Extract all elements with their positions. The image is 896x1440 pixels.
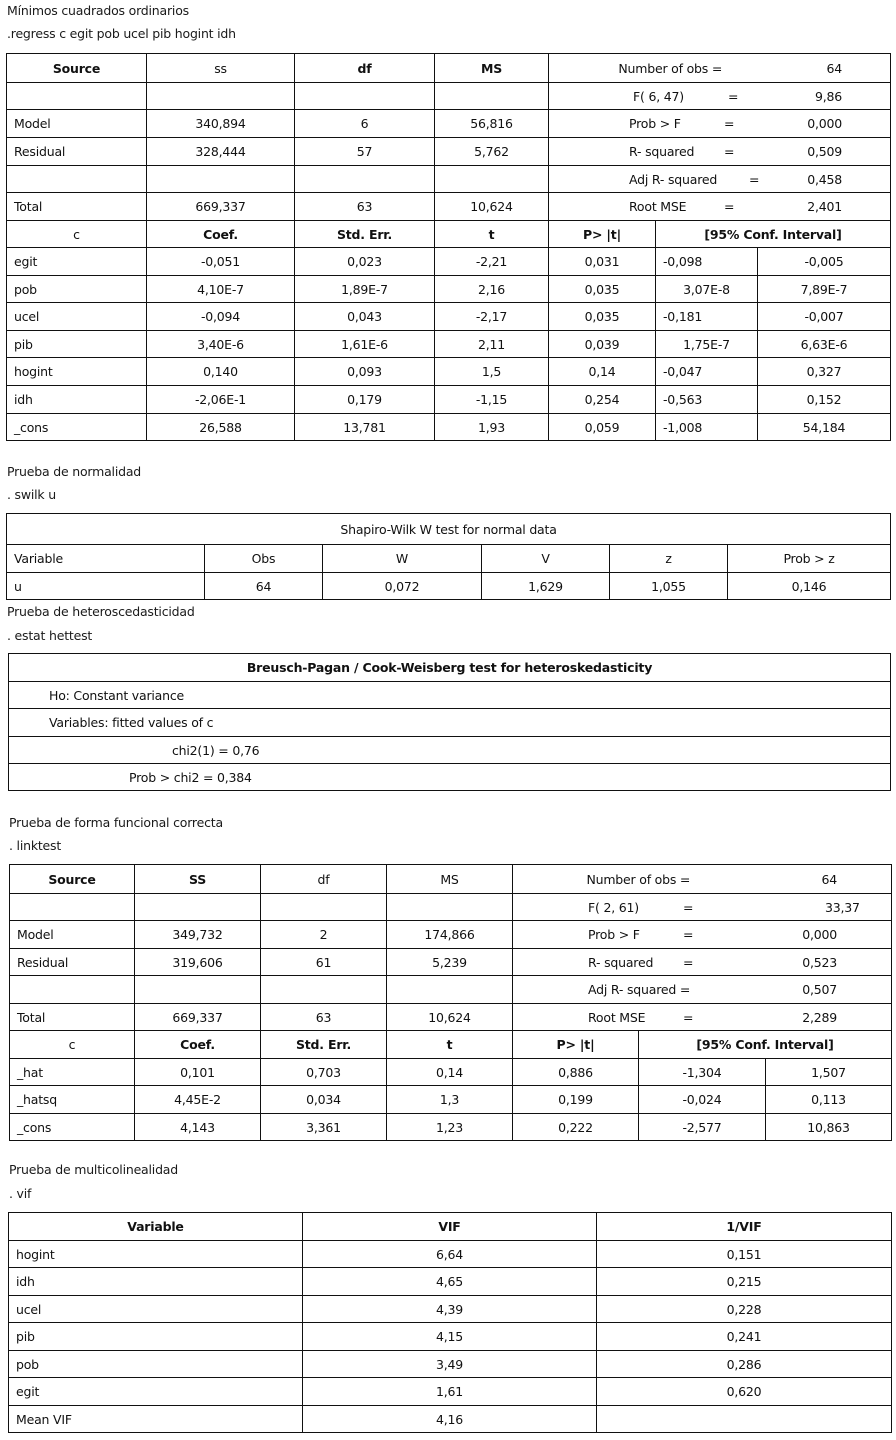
table-cell: -1,008	[656, 414, 758, 441]
ols-section-title: Mínimos cuadrados ordinarios	[7, 3, 189, 18]
table-cell: 4,143	[135, 1114, 261, 1141]
table-cell: 0,035	[549, 303, 656, 331]
table-cell: 0,241	[597, 1323, 892, 1351]
vif-command: . vif	[9, 1186, 32, 1201]
table-cell: ucel	[7, 303, 147, 331]
table-cell	[387, 894, 513, 921]
table-row	[7, 83, 891, 110]
table-cell: 1,5	[435, 358, 549, 386]
table-row	[7, 138, 891, 166]
table-cell: 5,239	[387, 949, 513, 976]
table-cell: 1,89E-7	[295, 276, 435, 303]
stat-root-mse: Root MSE = 2,401	[549, 193, 891, 221]
table-cell: ucel	[9, 1296, 303, 1323]
table-cell: 0,886	[513, 1059, 639, 1086]
table-cell: -1,304	[639, 1059, 766, 1086]
table-cell: -1,15	[435, 386, 549, 414]
table-cell: 61	[261, 949, 387, 976]
table-cell: -2,577	[639, 1114, 766, 1141]
table-cell: 0,254	[549, 386, 656, 414]
table-cell	[435, 166, 549, 193]
table-cell: 0,703	[261, 1059, 387, 1086]
table-cell: 0,059	[549, 414, 656, 441]
table-cell: 0,152	[758, 386, 891, 414]
table-cell: [95% Conf. Interval]	[639, 1031, 892, 1059]
stat-root-mse: Root MSE = 2,289	[513, 1004, 892, 1031]
table-cell: -2,21	[435, 248, 549, 276]
table-row	[7, 193, 891, 221]
table-cell: 0,039	[549, 331, 656, 358]
table-cell: -2,06E-1	[147, 386, 295, 414]
breusch-pagan-title: Breusch-Pagan / Cook-Weisberg test for heteroskedasticity	[9, 654, 891, 682]
table-cell: Total	[10, 1004, 135, 1031]
table-cell: Variable	[9, 1213, 303, 1241]
table-cell: hogint	[9, 1241, 303, 1268]
stat-r-squared: R- squared = 0,509	[549, 138, 891, 166]
table-cell: 56,816	[435, 110, 549, 138]
table-cell: Obs	[205, 545, 323, 573]
table-cell: 10,624	[435, 193, 549, 221]
table-row	[7, 303, 891, 331]
table-cell: -0,098	[656, 248, 758, 276]
table-cell: Mean VIF	[9, 1406, 303, 1433]
stat-adj-r-squared: Adj R- squared = 0,458	[549, 166, 891, 193]
table-cell: W	[323, 545, 482, 573]
table-row	[7, 358, 891, 386]
table-cell	[147, 166, 295, 193]
table-cell: df	[261, 865, 387, 894]
hypothesis-line: Ho: Constant variance	[9, 682, 891, 709]
col-header-ms: MS	[435, 54, 549, 83]
linktest-anova-header-row	[10, 865, 892, 894]
table-cell: Total	[7, 193, 147, 221]
table-cell: 1,23	[387, 1114, 513, 1141]
table-cell: -0,094	[147, 303, 295, 331]
table-cell	[295, 83, 435, 110]
stat-adj-r-squared: Adj R- squared = 0,507	[513, 976, 892, 1004]
table-row	[10, 1004, 892, 1031]
table-row	[10, 976, 892, 1004]
vif-table	[8, 1212, 892, 1433]
normality-section-title: Prueba de normalidad	[7, 464, 142, 479]
table-cell	[7, 83, 147, 110]
stat-r-squared: R- squared = 0,523	[513, 949, 892, 976]
hetero-command: . estat hettest	[7, 628, 93, 643]
table-cell: c	[10, 1031, 135, 1059]
table-cell: 669,337	[147, 193, 295, 221]
table-row	[10, 949, 892, 976]
table-cell: 63	[261, 1004, 387, 1031]
table-cell: 319,606	[135, 949, 261, 976]
table-cell: _cons	[7, 414, 147, 441]
table-cell: 328,444	[147, 138, 295, 166]
table-row	[7, 331, 891, 358]
stat-prob-f: Prob > F = 0,000	[513, 921, 892, 949]
table-cell: 4,65	[303, 1268, 597, 1296]
table-cell: 0,034	[261, 1086, 387, 1114]
table-cell: 0,179	[295, 386, 435, 414]
table-cell: z	[610, 545, 728, 573]
table-cell: 0,140	[147, 358, 295, 386]
table-cell: Prob > z	[728, 545, 891, 573]
table-cell: Coef.	[135, 1031, 261, 1059]
table-row	[10, 894, 892, 921]
table-cell: 1,75E-7	[656, 331, 758, 358]
table-row	[10, 1114, 892, 1141]
table-cell: V	[482, 545, 610, 573]
table-cell: Std. Err.	[261, 1031, 387, 1059]
table-cell: 0,228	[597, 1296, 892, 1323]
linktest-table	[9, 864, 892, 1141]
table-row	[10, 921, 892, 949]
table-cell: 0,215	[597, 1268, 892, 1296]
table-cell: 1,3	[387, 1086, 513, 1114]
table-cell: 0,031	[549, 248, 656, 276]
variables-line: Variables: fitted values of c	[9, 709, 891, 737]
shapiro-header-row	[7, 545, 891, 573]
table-cell: 1,629	[482, 573, 610, 600]
ols-coef-header-row	[7, 221, 891, 248]
table-cell: u	[7, 573, 205, 600]
table-cell: 4,10E-7	[147, 276, 295, 303]
normality-command: . swilk u	[7, 487, 56, 502]
ols-command: .regress c egit pob ucel pib hogint idh	[7, 26, 236, 41]
table-cell: Model	[10, 921, 135, 949]
table-cell: -0,047	[656, 358, 758, 386]
table-cell: 0,101	[135, 1059, 261, 1086]
table-cell: 1,93	[435, 414, 549, 441]
table-cell: 2,16	[435, 276, 549, 303]
table-cell: 0,286	[597, 1351, 892, 1378]
table-cell: 57	[295, 138, 435, 166]
table-cell: 0,043	[295, 303, 435, 331]
table-row	[7, 276, 891, 303]
table-cell: -0,005	[758, 248, 891, 276]
col-header-df: df	[295, 54, 435, 83]
table-cell: 3,40E-6	[147, 331, 295, 358]
table-cell	[10, 976, 135, 1004]
table-cell: 3,07E-8	[656, 276, 758, 303]
table-cell: 13,781	[295, 414, 435, 441]
table-cell: 6,64	[303, 1241, 597, 1268]
table-cell: t	[435, 221, 549, 248]
table-row	[9, 1268, 892, 1296]
vif-section-title: Prueba de multicolinealidad	[9, 1162, 178, 1177]
stat-f: F( 2, 61) = 33,37	[513, 894, 892, 921]
table-cell	[435, 83, 549, 110]
table-row	[9, 1406, 892, 1433]
table-cell	[135, 894, 261, 921]
table-cell: 1/VIF	[597, 1213, 892, 1241]
table-row	[7, 110, 891, 138]
col-header-source: Source	[7, 54, 147, 83]
table-cell: egit	[9, 1378, 303, 1406]
breusch-pagan-table	[8, 653, 891, 791]
table-row	[7, 386, 891, 414]
table-cell: P> |t|	[549, 221, 656, 248]
stat-prob-f: Prob > F = 0,000	[549, 110, 891, 138]
table-cell: _hat	[10, 1059, 135, 1086]
ols-anova-header-row	[7, 54, 891, 83]
table-cell: 4,39	[303, 1296, 597, 1323]
table-cell: pob	[9, 1351, 303, 1378]
table-cell	[387, 976, 513, 1004]
linktest-coef-header-row	[10, 1031, 892, 1059]
table-cell	[10, 894, 135, 921]
table-cell: Variable	[7, 545, 205, 573]
table-cell: 63	[295, 193, 435, 221]
table-cell: 2,11	[435, 331, 549, 358]
table-row	[9, 1323, 892, 1351]
table-cell: 26,588	[147, 414, 295, 441]
table-row	[7, 573, 891, 600]
table-cell: 7,89E-7	[758, 276, 891, 303]
table-cell: P> |t|	[513, 1031, 639, 1059]
table-cell: 0,620	[597, 1378, 892, 1406]
table-cell: [95% Conf. Interval]	[656, 221, 891, 248]
table-cell: 0,327	[758, 358, 891, 386]
table-cell: Residual	[7, 138, 147, 166]
table-cell: 0,151	[597, 1241, 892, 1268]
table-cell: 174,866	[387, 921, 513, 949]
table-cell	[147, 83, 295, 110]
table-cell	[7, 166, 147, 193]
table-cell: Coef.	[147, 221, 295, 248]
table-cell: Source	[10, 865, 135, 894]
table-cell: 1,055	[610, 573, 728, 600]
table-cell: 5,762	[435, 138, 549, 166]
stat-f: F( 6, 47) = 9,86	[549, 83, 891, 110]
prob-chi2-line: Prob > chi2 = 0,384	[9, 764, 891, 791]
table-cell: 4,45E-2	[135, 1086, 261, 1114]
table-cell: 0,023	[295, 248, 435, 276]
table-cell: egit	[7, 248, 147, 276]
table-cell: 4,15	[303, 1323, 597, 1351]
table-cell: VIF	[303, 1213, 597, 1241]
table-cell: 0,093	[295, 358, 435, 386]
shapiro-wilk-title: Shapiro-Wilk W test for normal data	[7, 514, 891, 545]
table-row	[7, 248, 891, 276]
table-cell: c	[7, 221, 147, 248]
table-cell: 1,61E-6	[295, 331, 435, 358]
table-row	[9, 1351, 892, 1378]
table-row	[9, 1296, 892, 1323]
table-cell: 340,894	[147, 110, 295, 138]
table-cell: 1,507	[766, 1059, 892, 1086]
table-cell: 3,49	[303, 1351, 597, 1378]
col-header-ss: ss	[147, 54, 295, 83]
table-cell: Residual	[10, 949, 135, 976]
table-cell: -0,007	[758, 303, 891, 331]
table-cell	[295, 166, 435, 193]
table-cell	[597, 1406, 892, 1433]
table-row	[9, 1241, 892, 1268]
table-cell: -0,563	[656, 386, 758, 414]
table-cell: 3,361	[261, 1114, 387, 1141]
table-cell: Model	[7, 110, 147, 138]
table-cell: Std. Err.	[295, 221, 435, 248]
table-cell: pob	[7, 276, 147, 303]
stat-number-of-obs: Number of obs = 64	[549, 54, 891, 83]
table-cell: 669,337	[135, 1004, 261, 1031]
table-cell: 0,072	[323, 573, 482, 600]
table-cell: 64	[205, 573, 323, 600]
table-row	[10, 1086, 892, 1114]
table-cell: 0,14	[549, 358, 656, 386]
chi2-line: chi2(1) = 0,76	[9, 737, 891, 764]
table-cell: MS	[387, 865, 513, 894]
table-row	[9, 1378, 892, 1406]
table-cell: -0,181	[656, 303, 758, 331]
table-cell	[261, 976, 387, 1004]
table-cell: _cons	[10, 1114, 135, 1141]
table-cell	[261, 894, 387, 921]
ols-regression-table	[6, 53, 891, 441]
table-cell	[135, 976, 261, 1004]
table-cell: hogint	[7, 358, 147, 386]
table-cell: 0,035	[549, 276, 656, 303]
table-cell: 0,113	[766, 1086, 892, 1114]
table-cell: t	[387, 1031, 513, 1059]
table-row	[10, 1059, 892, 1086]
table-cell: 0,14	[387, 1059, 513, 1086]
table-cell: _hatsq	[10, 1086, 135, 1114]
table-cell: 0,199	[513, 1086, 639, 1114]
table-row	[7, 414, 891, 441]
table-row	[7, 166, 891, 193]
table-cell: idh	[9, 1268, 303, 1296]
linktest-command: . linktest	[9, 838, 62, 853]
table-cell: SS	[135, 865, 261, 894]
vif-header-row	[9, 1213, 892, 1241]
table-cell: -2,17	[435, 303, 549, 331]
table-cell: 4,16	[303, 1406, 597, 1433]
table-cell: 54,184	[758, 414, 891, 441]
table-cell: 0,146	[728, 573, 891, 600]
table-cell: 1,61	[303, 1378, 597, 1406]
hetero-section-title: Prueba de heteroscedasticidad	[7, 604, 195, 619]
table-cell: -0,051	[147, 248, 295, 276]
table-cell: idh	[7, 386, 147, 414]
table-cell: 6	[295, 110, 435, 138]
table-cell: pib	[7, 331, 147, 358]
linktest-section-title: Prueba de forma funcional correcta	[9, 815, 223, 830]
table-cell: 2	[261, 921, 387, 949]
shapiro-wilk-table	[6, 513, 891, 600]
table-cell: pib	[9, 1323, 303, 1351]
table-cell: 0,222	[513, 1114, 639, 1141]
stat-number-of-obs: Number of obs = 64	[513, 865, 892, 894]
table-cell: -0,024	[639, 1086, 766, 1114]
table-cell: 6,63E-6	[758, 331, 891, 358]
table-cell: 349,732	[135, 921, 261, 949]
table-cell: 10,624	[387, 1004, 513, 1031]
table-cell: 10,863	[766, 1114, 892, 1141]
